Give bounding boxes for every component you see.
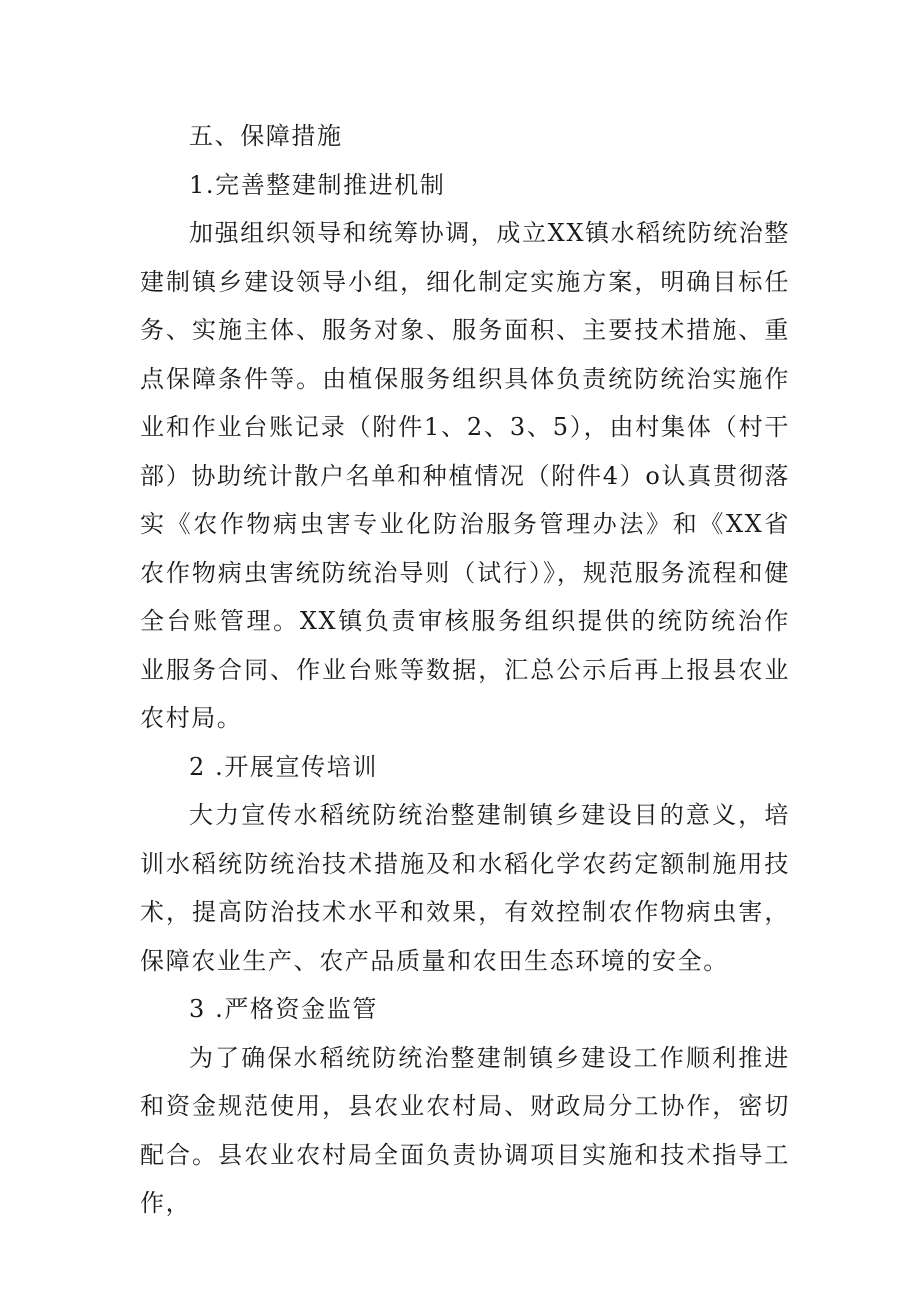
document-body bbox=[140, 112, 790, 1228]
item2-paragraph: 大力宣传水稻统防统治整建制镇乡建设目的意义，培训水稻统防统治技术措施及和水稻化学农药定额制施用技术，提高防治技术水平和效果，有效控制农作物病虫害，保障农业生产、农产品质量和农田生态环境的安全。 bbox=[140, 801, 790, 975]
section-heading: 五、保障措施 bbox=[189, 122, 343, 150]
item1-heading: 1.完善整建制推进机制 bbox=[189, 170, 446, 199]
item2-heading: 2 .开展宣传培训 bbox=[189, 752, 378, 781]
item1-paragraph: 加强组织领导和统筹协调，成立XX镇水稻统防统治整建制镇乡建设领导小组，细化制定实施方案，明确目标任务、实施主体、服务对象、服务面积、主要技术措施、重点保障条件等。由植保服务组织具体负责统防统治实施作业和作业台账记录（附件1、2、3、5），由村集体（村干部）协助统计散户名单和种植情况（附件4）o认真贯彻落实《农作物病虫害专业化防治服务管理办法》和《XX省农作物病虫害统防统治导则（试行）》，规范服务流程和健全台账管理。XX镇负责审核服务组织提供的统防统治作业服务合同、作业台账等数据，汇总公示后再上报县农业农村局。 bbox=[140, 219, 790, 732]
item3-paragraph: 为了确保水稻统防统治整建制镇乡建设工作顺利推进和资金规范使用，县农业农村局、财政局分工协作，密切配合。县农业农村局全面负责协调项目实施和技术指导工作， bbox=[140, 1043, 790, 1217]
item3-heading: 3 .严格资金监管 bbox=[189, 995, 378, 1023]
